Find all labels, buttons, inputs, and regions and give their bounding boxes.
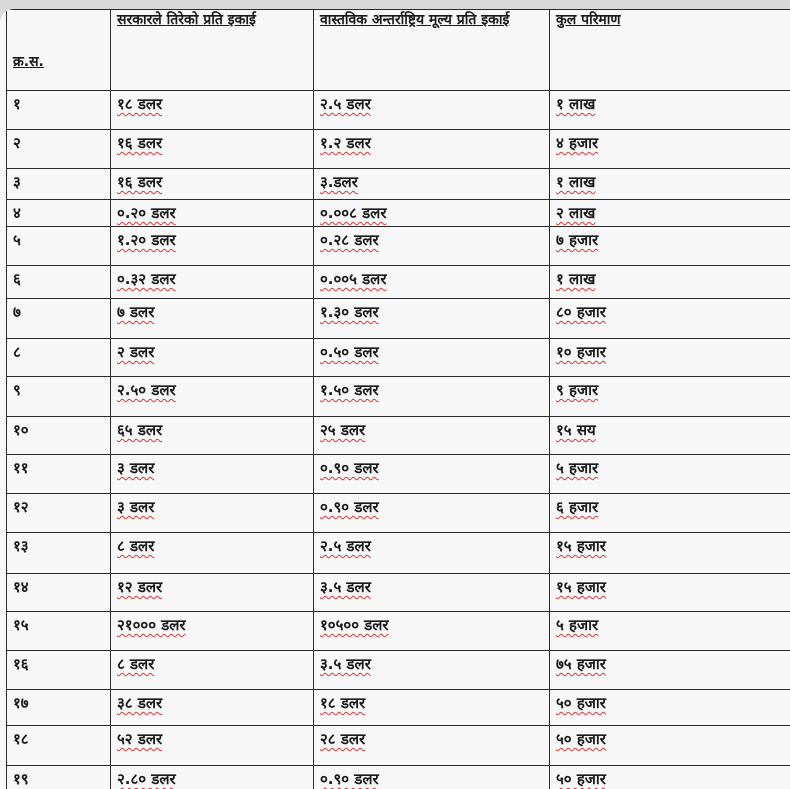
actual-price-text: ३.५ डलर <box>320 655 371 673</box>
quantity-text: ७ हजार <box>556 231 599 249</box>
table-row <box>7 130 790 169</box>
serial-cell: ९ <box>7 377 111 417</box>
serial-cell: १२ <box>7 494 111 533</box>
serial-cell: ३ <box>7 169 111 200</box>
govt-price-text: १६ डलर <box>117 173 163 191</box>
govt-price-cell <box>111 339 314 377</box>
quantity-cell <box>550 651 790 690</box>
govt-price-text: ३ डलर <box>117 498 155 516</box>
actual-price-cell <box>314 574 550 612</box>
quantity-cell <box>550 227 790 266</box>
quantity-text: ५० हजार <box>556 730 606 748</box>
table-row <box>7 651 790 690</box>
serial-cell: ७ <box>7 299 111 339</box>
actual-price-cell <box>314 533 550 574</box>
quantity-text: १५ हजार <box>556 537 606 555</box>
price-comparison-table <box>6 9 790 789</box>
quantity-cell <box>550 91 790 130</box>
actual-price-text: २५ डलर <box>320 421 366 439</box>
quantity-text: १५ हजार <box>556 578 606 596</box>
actual-price-text: १०५०० डलर <box>320 616 389 634</box>
govt-price-cell <box>111 574 314 612</box>
serial-cell: ४ <box>7 200 111 227</box>
table-row <box>7 377 790 417</box>
quantity-text: १५ सय <box>556 421 596 439</box>
table-row <box>7 455 790 494</box>
table-row <box>7 574 790 612</box>
govt-price-text: ३ डलर <box>117 459 155 477</box>
govt-price-text: १२ डलर <box>117 578 163 596</box>
header-total-quantity: कुल परिमाण <box>550 10 790 91</box>
actual-price-cell <box>314 339 550 377</box>
table-header-row <box>7 10 790 91</box>
actual-price-text: ३.डलर <box>320 173 358 191</box>
actual-price-cell <box>314 417 550 455</box>
govt-price-cell <box>111 227 314 266</box>
govt-price-cell <box>111 169 314 200</box>
govt-price-text: १८ डलर <box>117 95 163 113</box>
actual-price-text: ०.५० डलर <box>320 343 379 361</box>
serial-cell: ८ <box>7 339 111 377</box>
quantity-cell <box>550 455 790 494</box>
actual-price-cell <box>314 766 550 789</box>
serial-cell: १४ <box>7 574 111 612</box>
quantity-text: ५० हजार <box>556 694 606 712</box>
quantity-cell <box>550 299 790 339</box>
table-row <box>7 494 790 533</box>
table-row <box>7 726 790 766</box>
govt-price-text: ०.२० डलर <box>117 204 176 222</box>
serial-cell: २ <box>7 130 111 169</box>
quantity-text: ५ हजार <box>556 616 599 634</box>
quantity-text: ८० हजार <box>556 303 606 321</box>
quantity-text: १ लाख <box>556 95 596 113</box>
serial-cell: १३ <box>7 533 111 574</box>
actual-price-text: ०.९० डलर <box>320 498 379 516</box>
govt-price-cell <box>111 91 314 130</box>
actual-price-text: २.५ डलर <box>320 537 371 555</box>
quantity-text: १० हजार <box>556 343 606 361</box>
actual-price-cell <box>314 266 550 299</box>
govt-price-text: ८ डलर <box>117 655 155 673</box>
table-row <box>7 612 790 651</box>
quantity-cell <box>550 130 790 169</box>
actual-price-cell <box>314 91 550 130</box>
serial-cell: १ <box>7 91 111 130</box>
serial-cell: ११ <box>7 455 111 494</box>
quantity-text: ७५ हजार <box>556 655 606 673</box>
document-sheet <box>0 9 790 789</box>
govt-price-cell <box>111 455 314 494</box>
quantity-text: ४ हजार <box>556 134 599 152</box>
quantity-cell <box>550 266 790 299</box>
actual-price-cell <box>314 612 550 651</box>
actual-price-cell <box>314 227 550 266</box>
serial-cell: १५ <box>7 612 111 651</box>
govt-price-text: २.५० डलर <box>117 381 176 399</box>
govt-price-text: ६५ डलर <box>117 421 163 439</box>
govt-price-cell <box>111 533 314 574</box>
actual-price-cell <box>314 455 550 494</box>
table-row <box>7 299 790 339</box>
actual-price-cell <box>314 690 550 726</box>
table-row <box>7 200 790 227</box>
govt-price-cell <box>111 612 314 651</box>
table-row <box>7 91 790 130</box>
actual-price-text: ०.००५ डलर <box>320 270 387 288</box>
actual-price-cell <box>314 169 550 200</box>
govt-price-text: १६ डलर <box>117 134 163 152</box>
govt-price-text: ०.३२ डलर <box>117 270 176 288</box>
serial-cell: १८ <box>7 726 111 766</box>
govt-price-text: ८ डलर <box>117 537 155 555</box>
govt-price-text: २.८० डलर <box>117 770 176 788</box>
serial-cell: १९ <box>7 766 111 789</box>
govt-price-cell <box>111 130 314 169</box>
quantity-cell <box>550 200 790 227</box>
quantity-cell <box>550 726 790 766</box>
quantity-text: ६ हजार <box>556 498 599 516</box>
actual-price-cell <box>314 726 550 766</box>
govt-price-cell <box>111 266 314 299</box>
table-row <box>7 533 790 574</box>
serial-cell: १७ <box>7 690 111 726</box>
serial-cell: १६ <box>7 651 111 690</box>
quantity-cell <box>550 417 790 455</box>
actual-price-cell <box>314 651 550 690</box>
serial-cell: १० <box>7 417 111 455</box>
quantity-cell <box>550 494 790 533</box>
actual-price-text: ०.००८ डलर <box>320 204 387 222</box>
quantity-text: २ लाख <box>556 204 596 222</box>
quantity-text: ५ हजार <box>556 459 599 477</box>
quantity-cell <box>550 766 790 789</box>
quantity-cell <box>550 612 790 651</box>
actual-price-cell <box>314 299 550 339</box>
quantity-text: १ लाख <box>556 270 596 288</box>
govt-price-text: २ डलर <box>117 343 155 361</box>
govt-price-text: ७ डलर <box>117 303 155 321</box>
table-row <box>7 339 790 377</box>
table-row <box>7 417 790 455</box>
govt-price-cell <box>111 299 314 339</box>
actual-price-text: १.३० डलर <box>320 303 379 321</box>
govt-price-cell <box>111 726 314 766</box>
quantity-cell <box>550 377 790 417</box>
quantity-cell <box>550 169 790 200</box>
table-row <box>7 169 790 200</box>
govt-price-text: २१००० डलर <box>117 616 186 634</box>
govt-price-cell <box>111 766 314 789</box>
header-serial: क्र.स. <box>7 10 111 91</box>
actual-price-cell <box>314 200 550 227</box>
govt-price-text: ३८ डलर <box>117 694 163 712</box>
actual-price-text: ०.२८ डलर <box>320 231 379 249</box>
quantity-text: १ लाख <box>556 173 596 191</box>
serial-cell: ५ <box>7 227 111 266</box>
table-row <box>7 766 790 789</box>
header-govt-price: सरकारले तिरेको प्रति इकाई <box>111 10 314 91</box>
actual-price-text: ०.९० डलर <box>320 770 379 788</box>
govt-price-text: ५२ डलर <box>117 730 163 748</box>
quantity-cell <box>550 690 790 726</box>
govt-price-cell <box>111 494 314 533</box>
actual-price-text: १.२ डलर <box>320 134 371 152</box>
quantity-cell <box>550 574 790 612</box>
serial-cell: ६ <box>7 266 111 299</box>
govt-price-cell <box>111 417 314 455</box>
actual-price-text: १८ डलर <box>320 694 366 712</box>
quantity-cell <box>550 533 790 574</box>
header-actual-price: वास्तविक अन्तर्राष्ट्रिय मूल्य प्रति इकाई <box>314 10 550 91</box>
table-row <box>7 227 790 266</box>
govt-price-text: १.२० डलर <box>117 231 176 249</box>
quantity-text: ९ हजार <box>556 381 599 399</box>
quantity-text: ५० हजार <box>556 770 606 788</box>
actual-price-cell <box>314 377 550 417</box>
govt-price-cell <box>111 200 314 227</box>
actual-price-text: २.५ डलर <box>320 95 371 113</box>
table-row <box>7 690 790 726</box>
govt-price-cell <box>111 377 314 417</box>
actual-price-text: १.५० डलर <box>320 381 379 399</box>
quantity-cell <box>550 339 790 377</box>
actual-price-text: ३.५ डलर <box>320 578 371 596</box>
govt-price-cell <box>111 651 314 690</box>
actual-price-cell <box>314 130 550 169</box>
table-row <box>7 266 790 299</box>
govt-price-cell <box>111 690 314 726</box>
actual-price-text: ०.९० डलर <box>320 459 379 477</box>
actual-price-cell <box>314 494 550 533</box>
actual-price-text: २८ डलर <box>320 730 366 748</box>
